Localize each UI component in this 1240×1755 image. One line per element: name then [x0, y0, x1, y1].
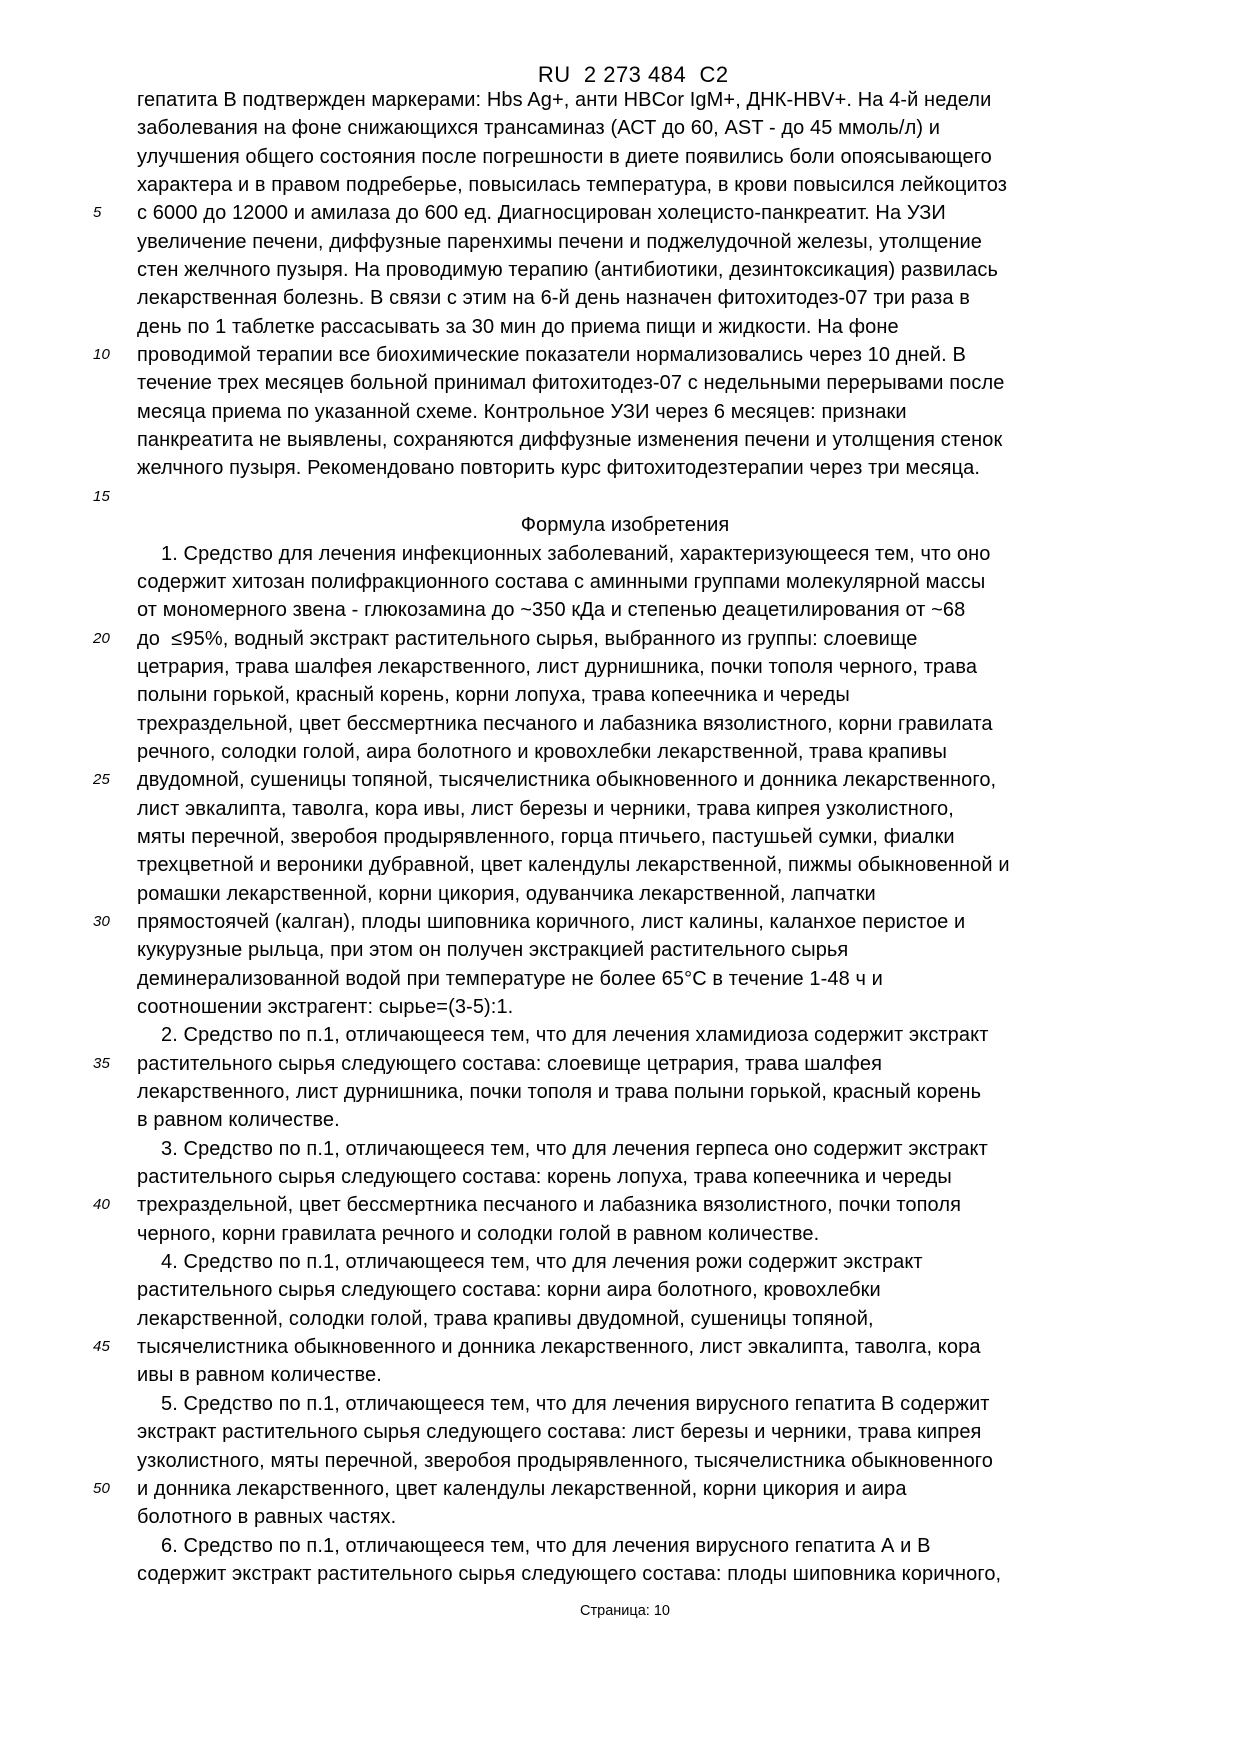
margin-line-number: 45 [93, 1338, 110, 1356]
text-line [93, 1333, 1113, 1361]
text-line [137, 540, 1113, 568]
text-line [137, 426, 1113, 454]
text-line [137, 398, 1113, 426]
line-text: содержит экстракт растительного сырья следующего состава: плоды шиповника коричного, [137, 1562, 1002, 1585]
line-text: 6. Средство по п.1, отличающееся тем, что для лечения вирусного гепатита А и В [161, 1534, 931, 1557]
line-text: мяты перечной, зверобоя продырявленного, горца птичьего, пастушьей сумки, фиалки [137, 825, 955, 848]
line-text: течение трех месяцев больной принимал фитохитодез-07 с недельными перерывами после [137, 372, 1005, 395]
line-text: заболевания на фоне снижающихся трансаминаз (АСТ до 60, AST - до 45 ммоль/л) и [137, 117, 941, 140]
line-text: и донника лекарственного, цвет календулы лекарственной, корни цикория и аира [137, 1477, 907, 1500]
text-line [137, 936, 1113, 964]
margin-line-number: 35 [93, 1054, 110, 1072]
line-text: растительного сырья следующего состава: корень лопуха, трава копеечника и череды [137, 1166, 952, 1189]
text-line [93, 341, 1113, 369]
text-line [137, 454, 1113, 482]
text-line [137, 1163, 1113, 1191]
line-text: ромашки лекарственной, корни цикория, одуванчика лекарственной, лапчатки [137, 882, 876, 905]
text-line [137, 681, 1113, 709]
text-line [137, 1390, 1113, 1418]
text-line [137, 1305, 1113, 1333]
line-text: стен желчного пузыря. На проводимую терапию (антибиотики, дезинтоксикация) развилась [137, 259, 998, 282]
text-line [137, 823, 1113, 851]
text-line [137, 86, 1113, 114]
page-number-label: Страница: 10 [580, 1603, 670, 1619]
line-text: трехраздельной, цвет бессмертника песчаного и лабазника вязолистного, почки тополя [137, 1194, 962, 1217]
line-text: 5. Средство по п.1, отличающееся тем, что для лечения вирусного гепатита В содержит [161, 1392, 990, 1415]
margin-line-number: 25 [93, 771, 110, 789]
line-text: характера и в правом подреберье, повысилась температура, в крови повысился лейкоцитоз [137, 174, 1008, 197]
line-text: месяца приема по указанной схеме. Контрольное УЗИ через 6 месяцев: признаки [137, 400, 907, 423]
text-line [137, 284, 1113, 312]
line-text: в равном количестве. [137, 1109, 340, 1132]
line-text: болотного в равных частях. [137, 1506, 397, 1529]
publication-number: RU 2 273 484 C2 [537, 62, 729, 87]
text-line [137, 1447, 1113, 1475]
text-line [137, 313, 1113, 341]
line-text: полыни горькой, красный корень, корни лопуха, трава копеечника и череды [137, 684, 850, 707]
text-line [137, 1361, 1113, 1389]
text-line [137, 1135, 1113, 1163]
line-text: содержит хитозан полифракционного состава с аминными группами молекулярной массы [137, 570, 986, 593]
text-line [137, 795, 1113, 823]
text-line [137, 1078, 1113, 1106]
line-text: день по 1 таблетке рассасывать за 30 мин до приема пищи и жидкости. На фоне [137, 315, 899, 338]
text-line [137, 1560, 1113, 1588]
text-line [137, 1418, 1113, 1446]
text-line [137, 1106, 1113, 1134]
margin-line-number: 15 [93, 487, 110, 505]
line-text: узколистного, мяты перечной, зверобоя продырявленного, тысячелистника обыкновенного [137, 1449, 993, 1472]
line-text: двудомной, сушеницы топяной, тысячелистника обыкновенного и донника лекарственного, [137, 769, 997, 792]
line-text: цетрария, трава шалфея лекарственного, лист дурнишника, почки тополя черного, трава [137, 655, 978, 678]
line-text: Формула изобретения [520, 514, 730, 537]
text-line [93, 625, 1113, 653]
line-text: панкреатита не выявлены, сохраняются диффузные изменения печени и утолщения стенок [137, 429, 1003, 452]
margin-line-number: 40 [93, 1196, 110, 1214]
line-text: гепатита В подтвержден маркерами: Hbs Ag+, анти HBCor IgM+, ДНК-HBV+. На 4-й недели [137, 89, 992, 111]
line-text: 4. Средство по п.1, отличающееся тем, что для лечения рожи содержит экстракт [161, 1251, 923, 1274]
line-text: лекарственная болезнь. В связи с этим на 6-й день назначен фитохитодез-07 три раза в [137, 287, 970, 310]
text-line [137, 1021, 1113, 1049]
line-text: речного, солодки голой, аира болотного и кровохлебки лекарственной, трава крапивы [137, 740, 947, 763]
text-line [93, 199, 1113, 227]
text-line [137, 851, 1113, 879]
text-line [137, 171, 1113, 199]
line-text: проводимой терапии все биохимические показатели нормализовались через 10 дней. В [137, 344, 966, 367]
text-line [93, 1475, 1113, 1503]
text-line [137, 1248, 1113, 1276]
margin-line-number: 20 [93, 629, 110, 647]
line-text: лекарственного, лист дурнишника, почки тополя и трава полыни горькой, красный корень [137, 1081, 982, 1104]
line-text: экстракт растительного сырья следующего состава: лист березы и черники, трава кипрея [137, 1421, 982, 1444]
line-text: тысячелистника обыкновенного и донника лекарственного, лист эвкалипта, таволга, кора [137, 1336, 981, 1359]
line-text: ивы в равном количестве. [137, 1364, 382, 1387]
text-line [93, 908, 1113, 936]
text-line [137, 256, 1113, 284]
margin-line-number: 5 [93, 204, 102, 222]
text-line [137, 993, 1113, 1021]
line-text: до ≤95%, водный экстракт растительного сырья, выбранного из группы: слоевище [137, 627, 918, 650]
page-footer [137, 1603, 1113, 1619]
text-line [137, 511, 1113, 539]
line-text: трехцветной и вероники дубравной, цвет календулы лекарственной, пижмы обыкновенной и [137, 854, 1010, 877]
line-text: соотношении экстрагент: сырье=(3-5):1. [137, 996, 514, 1018]
text-line [137, 1276, 1113, 1304]
text-line [137, 965, 1113, 993]
line-text: 1. Средство для лечения инфекционных заболеваний, характеризующееся тем, что оно [161, 542, 991, 565]
text-line [93, 1050, 1113, 1078]
margin-line-number: 30 [93, 912, 110, 930]
line-text: 3. Средство по п.1, отличающееся тем, что для лечения герпеса оно содержит экстракт [161, 1137, 988, 1160]
text-line [137, 369, 1113, 397]
margin-line-number: 10 [93, 346, 110, 364]
line-text: с 6000 до 12000 и амилаза до 600 ед. Диагносцирован холецисто-панкреатит. На УЗИ [137, 202, 946, 225]
line-text: от мономерного звена - глюкозамина до ~350 кДа и степенью деацетилирования от ~68 [137, 599, 966, 622]
margin-line-number: 50 [93, 1479, 110, 1497]
line-text: растительного сырья следующего состава: корни аира болотного, кровохлебки [137, 1279, 881, 1302]
text-line [93, 483, 1113, 511]
text-line [137, 596, 1113, 624]
line-text: желчного пузыря. Рекомендовано повторить курс фитохитодезтерапии через три месяца. [137, 457, 981, 480]
line-text: деминерализованной водой при температуре не более 65°С в течение 1-48 ч и [137, 967, 883, 990]
text-line [137, 738, 1113, 766]
text-line [93, 766, 1113, 794]
text-line [137, 568, 1113, 596]
text-line [137, 114, 1113, 142]
line-text: лекарственной, солодки голой, трава крапивы двудомной, сушеницы топяной, [137, 1307, 874, 1330]
document-lines [93, 86, 1113, 1588]
text-line [137, 710, 1113, 738]
text-line [137, 880, 1113, 908]
line-text: улучшения общего состояния после погрешности в диете появились боли опоясывающего [137, 145, 992, 168]
text-line [93, 1191, 1113, 1219]
text-line [137, 228, 1113, 256]
line-text: прямостоячей (калган), плоды шиповника коричного, лист калины, каланхое перистое и [137, 910, 966, 933]
line-text: 2. Средство по п.1, отличающееся тем, что для лечения хламидиоза содержит экстракт [161, 1024, 989, 1047]
line-text: кукурузные рыльца, при этом он получен экстракцией растительного сырья [137, 939, 849, 962]
text-line [137, 143, 1113, 171]
line-text: трехраздельной, цвет бессмертника песчаного и лабазника вязолистного, корни гравилата [137, 712, 993, 735]
text-line [137, 1220, 1113, 1248]
line-text: лист эвкалипта, таволга, кора ивы, лист березы и черники, трава кипрея узколистного, [137, 797, 954, 820]
line-text: черного, корни гравилата речного и солодки голой в равном количестве. [137, 1222, 820, 1245]
text-line [137, 1532, 1113, 1560]
text-line [137, 1503, 1113, 1531]
line-text: увеличение печени, диффузные паренхимы печени и поджелудочной железы, утолщение [137, 230, 982, 253]
text-line [137, 653, 1113, 681]
line-text: растительного сырья следующего состава: слоевище цетрария, трава шалфея [137, 1052, 883, 1075]
